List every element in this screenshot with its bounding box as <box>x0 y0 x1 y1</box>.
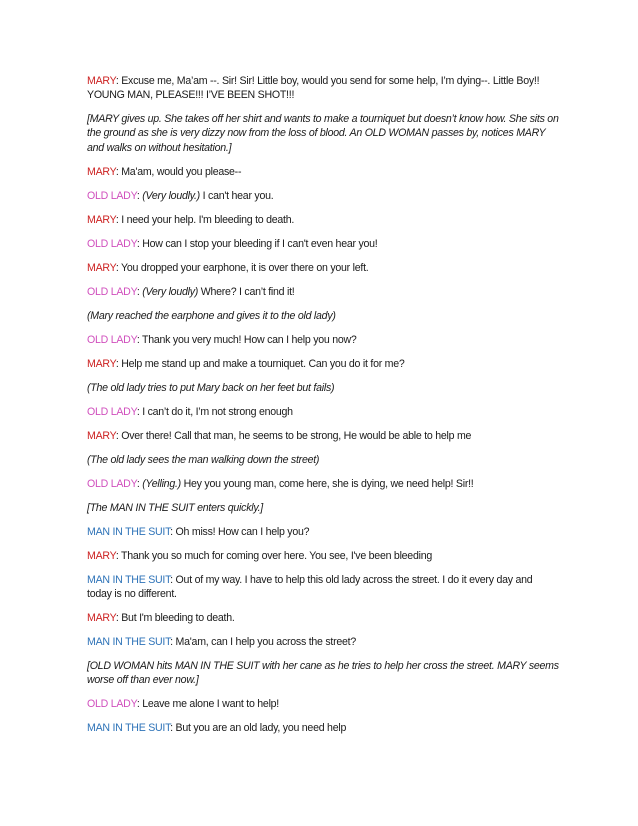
speaker-colon: : <box>136 477 143 490</box>
speaker-name: MARY <box>87 357 116 370</box>
dialogue-text: : Ma'am, can I help you across the street? <box>170 635 357 648</box>
speaker-name: OLD LADY <box>87 189 137 202</box>
stage-direction: [The MAN IN THE SUIT enters quickly.] <box>87 501 263 514</box>
dialogue-text: : Out of my way. I have to help this old lady across the street. I do it every day and today is no different. <box>87 573 533 600</box>
speaker-name: MARY <box>87 549 116 562</box>
stage-cue: (Very loudly) <box>142 285 199 298</box>
dialogue-text: : Thank you very much! How can I help you now? <box>136 333 357 346</box>
dialogue-line <box>87 74 559 102</box>
dialogue-text: : You dropped your earphone, it is over there on your left. <box>115 261 369 274</box>
dialogue-text: : I can’t do it, I’m not strong enough <box>136 405 293 418</box>
dialogue-line <box>87 165 559 179</box>
dialogue-text: : But I'm bleeding to death. <box>115 611 235 624</box>
speaker-name: MAN IN THE SUIT <box>87 635 171 648</box>
dialogue-line <box>87 525 559 539</box>
dialogue-text: : But you are an old lady, you need help <box>170 722 347 735</box>
speaker-name: MAN IN THE SUIT <box>87 722 171 735</box>
dialogue-text: : Leave me alone I want to help! <box>136 698 280 711</box>
dialogue-line <box>87 697 559 711</box>
stage-direction: [MARY gives up. She takes off her shirt and wants to make a tourniquet but doesn’t know how. She sits on the ground as she is very dizzy now from the loss of blood. An OLD WOMAN passes by, notices MARY and walks on without hesitation.] <box>87 113 559 154</box>
dialogue-text: : I need your help. I'm bleeding to death. <box>115 213 295 226</box>
dialogue-text: : Ma'am, would you please-- <box>115 165 242 178</box>
stage-direction: (The old lady tries to put Mary back on her feet but fails) <box>87 381 335 394</box>
speaker-name: OLD LADY <box>87 237 137 250</box>
speaker-name: MARY <box>87 165 116 178</box>
speaker-name: MARY <box>87 75 116 87</box>
dialogue-text: : Excuse me, Ma’am --. Sir! Sir! Little boy, would you send for some help, I’m dying--. Little Boy!! YOUNG MAN, PLEASE!!! I’VE BEEN SHOT!!! <box>87 75 540 102</box>
stage-direction: [OLD WOMAN hits MAN IN THE SUIT with her cane as he tries to help her cross the street. MARY seems worse off than ever now.] <box>87 659 559 687</box>
speaker-colon: : <box>136 189 143 202</box>
speaker-name: MARY <box>87 611 116 624</box>
speaker-name: OLD LADY <box>87 405 137 418</box>
dialogue-line <box>87 429 559 443</box>
dialogue-line <box>87 611 559 625</box>
speaker-name: OLD LADY <box>87 698 137 711</box>
dialogue-text: : Help me stand up and make a tourniquet. Can you do it for me? <box>115 357 405 370</box>
dialogue-line <box>87 333 559 347</box>
dialogue-line <box>87 237 559 251</box>
dialogue-text: : Over there! Call that man, he seems to be strong, He would be able to help me <box>115 429 472 442</box>
dialogue-line <box>87 573 559 601</box>
stage-direction: (Mary reached the earphone and gives it to the old lady) <box>87 309 336 322</box>
speaker-name: MAN IN THE SUIT <box>87 525 171 538</box>
dialogue-line <box>87 189 559 203</box>
dialogue-text: Where? I can’t find it! <box>198 285 295 298</box>
dialogue-text: : How can I stop your bleeding if I can't even hear you! <box>136 237 378 250</box>
dialogue-text: : Oh miss! How can I help you? <box>170 525 310 538</box>
stage-cue: (Yelling.) <box>142 477 181 490</box>
speaker-name: OLD LADY <box>87 333 137 346</box>
dialogue-line <box>87 721 559 735</box>
stage-direction: (The old lady sees the man walking down the street) <box>87 453 320 466</box>
speaker-name: OLD LADY <box>87 477 137 490</box>
dialogue-text: Hey you young man, come here, she is dying, we need help! Sir!! <box>180 477 474 490</box>
speaker-colon: : <box>136 285 143 298</box>
dialogue-text: : Thank you so much for coming over here. You see, I've been bleeding <box>115 549 432 562</box>
dialogue-line <box>87 285 559 299</box>
dialogue-line <box>87 357 559 371</box>
stage-cue: (Very loudly.) <box>142 189 200 202</box>
speaker-name: OLD LADY <box>87 285 137 298</box>
dialogue-line <box>87 477 559 491</box>
dialogue-line <box>87 635 559 649</box>
dialogue-line <box>87 405 559 419</box>
speaker-name: MARY <box>87 429 116 442</box>
dialogue-line <box>87 213 559 227</box>
dialogue-line <box>87 261 559 275</box>
speaker-name: MARY <box>87 213 116 226</box>
dialogue-text: I can't hear you. <box>199 189 274 202</box>
dialogue-line <box>87 549 559 563</box>
speaker-name: MAN IN THE SUIT <box>87 573 171 586</box>
script-page <box>87 74 559 745</box>
speaker-name: MARY <box>87 261 116 274</box>
